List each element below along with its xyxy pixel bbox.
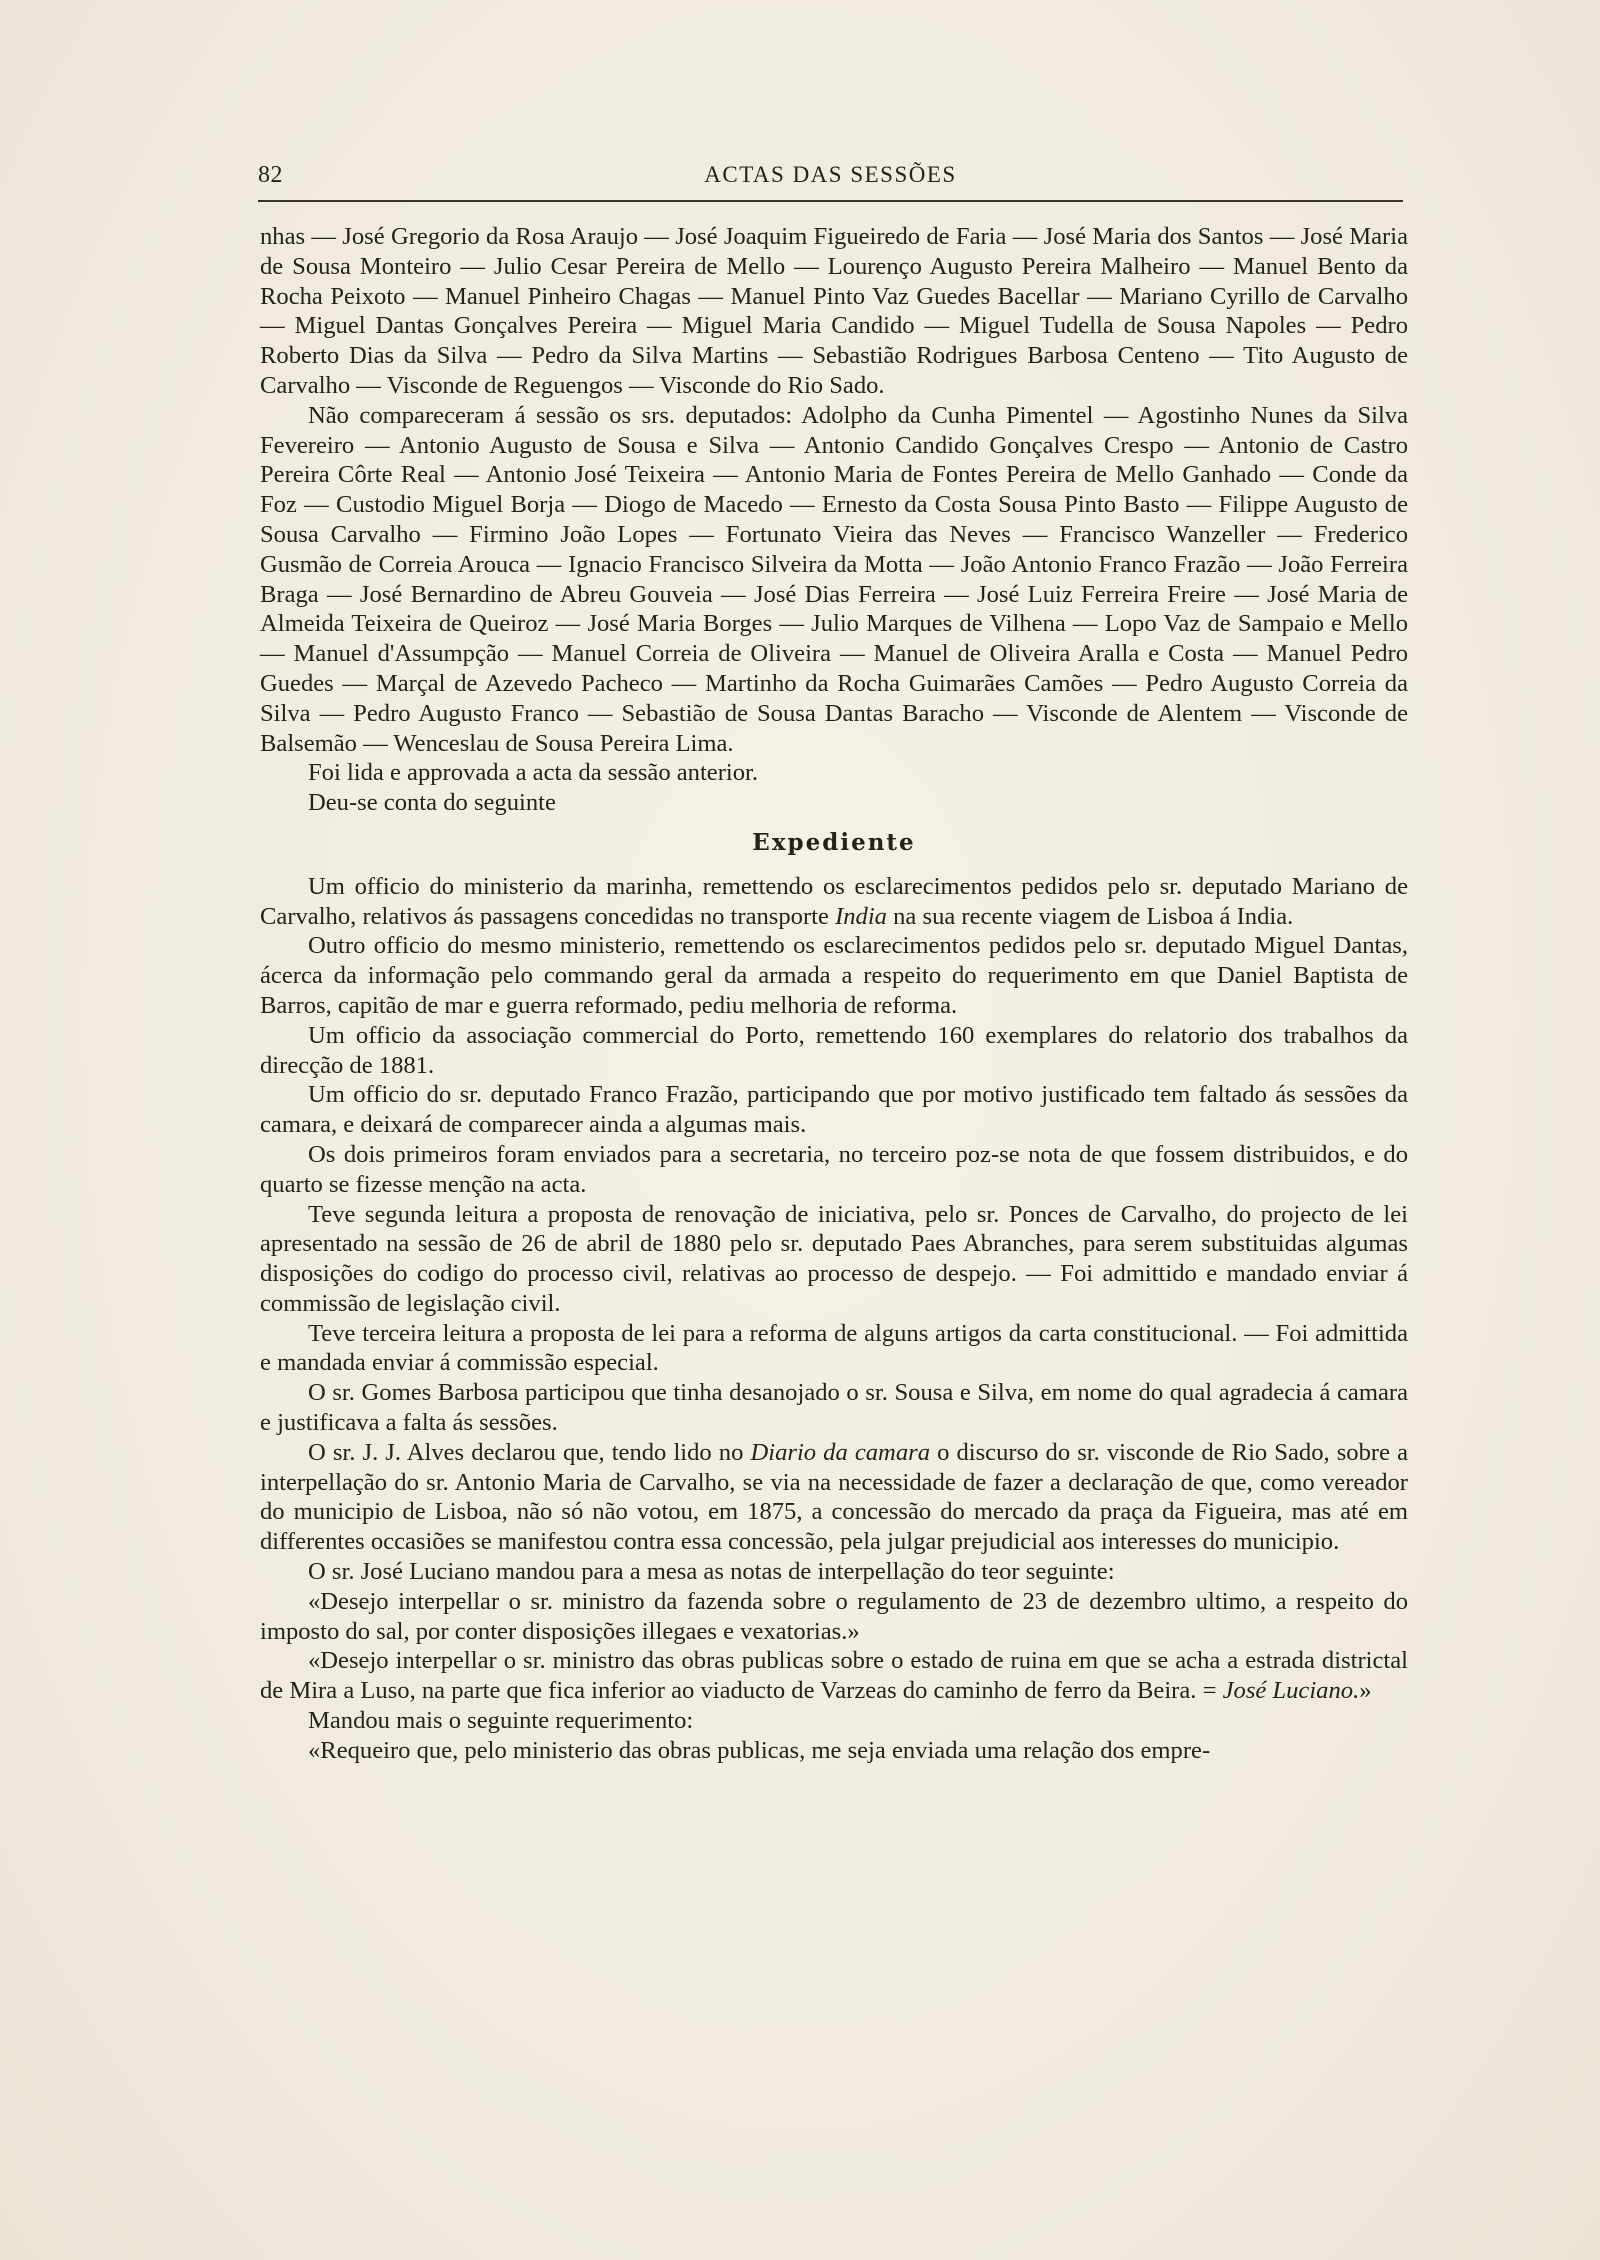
- paragraph-officio-marinha: Um officio do ministerio da marinha, remettendo os esclarecimentos pedidos pelo sr. deputado Mariano de Carvalho, relativos ás passagens concedidas no transporte India na sua recente viagem de Lisboa á India.: [260, 872, 1408, 930]
- attendance-list-continued: nhas — José Gregorio da Rosa Araujo — José Joaquim Figueiredo de Faria — José Maria dos Santos — José Maria de Sousa Monteiro — Julio Cesar Pereira de Mello — Lourenço Augusto Pereira Malheiro — Manuel Bento da Rocha Peixoto — Manuel Pinheiro Chagas — Manuel Pinto Vaz Guedes Bacellar — Mariano Cyrillo de Carvalho — Miguel Dantas Gonçalves Pereira — Miguel Maria Candido — Miguel Tudella de Sousa Napoles — Pedro Roberto Dias da Silva — Pedro da Silva Martins — Sebastião Rodrigues Barbosa Centeno — Tito Augusto de Carvalho — Visconde de Reguengos — Visconde do Rio Sado.: [260, 223, 1408, 399]
- section-title-expediente: Expediente: [752, 828, 916, 856]
- paragraph-jj-alves: O sr. J. J. Alves declarou que, tendo lido no Diario da camara o discurso do sr. visconde de Rio Sado, sobre a interpellação do sr. Antonio Maria de Carvalho, se via na necessidade de fazer a declaração de que, como vereador do municipio de Lisboa, não só não votou, em 1875, a concessão do mercado da praça da Figueira, mas até em differentes occasiões se manifestou contra essa concessão, pela julgar prejudicial aos interesses do municipio.: [260, 1438, 1409, 1556]
- page-number: 82: [258, 162, 283, 188]
- paragraph-segunda-leitura: Teve segunda leitura a proposta de renovação de iniciativa, pelo sr. Ponces de Carvalho, do projecto de lei apresentado na sessão de 26 de abril de 1880 pelo sr. deputado Paes Abranches, para serem substituidas algumas disposições do codigo do processo civil, relativas ao processo de despejo. — Foi admittido e mandado enviar á commissão de legislação civil.: [260, 1200, 1408, 1317]
- paragraph-associacao-commercial: Um officio da associação commercial do Porto, remettendo 160 exemplares do relatorio dos trabalhos da direcção de 1881.: [260, 1021, 1408, 1079]
- running-title: ACTAS DAS SESSÕES: [704, 162, 957, 187]
- paragraph-interpellacao-obras: «Desejo interpellar o sr. ministro das obras publicas sobre o estado de ruina em que se acha a estrada districtal de Mira a Luso, na parte que fica inferior ao viaducto de Varzeas do caminho de ferro da Beira. = José Luciano.»: [260, 1647, 1408, 1705]
- page-header: [258, 162, 1403, 198]
- paragraph-outro-officio: Outro officio do mesmo ministerio, remettendo os esclarecimentos pedidos pelo sr. deputado Miguel Dantas, ácerca da informação pelo commando geral da armada a respeito do requerimento em que Daniel Baptista de Barros, capitão de mar e guerra reformado, pediu melhoria de reforma.: [260, 932, 1408, 1019]
- paragraph-gomes-barbosa: O sr. Gomes Barbosa participou que tinha desanojado o sr. Sousa e Silva, em nome do qual agradecia á camara e justificava a falta ás sessões.: [260, 1379, 1408, 1437]
- absentees-paragraph: Não compareceram á sessão os srs. deputados: Adolpho da Cunha Pimentel — Agostinho Nunes da Silva Fevereiro — Antonio Augusto de Sousa e Silva — Antonio Candido Gonçalves Crespo — Antonio de Castro Pereira Côrte Real — Antonio José Teixeira — Antonio Maria de Fontes Pereira de Mello Ganhado — Conde da Foz — Custodio Miguel Borja — Diogo de Macedo — Ernesto da Costa Sousa Pinto Basto — Filippe Augusto de Sousa Carvalho — Firmino João Lopes — Fortunato Vieira das Neves — Francisco Wanzeller — Frederico Gusmão de Correia Arouca — Ignacio Francisco Silveira da Motta — João Antonio Franco Frazão — João Ferreira Braga — José Bernardino de Abreu Gouveia — José Dias Ferreira — José Luiz Ferreira Freire — José Maria de Almeida Teixeira de Queiroz — José Maria Borges — Julio Marques de Vilhena — Lopo Vaz de Sampaio e Mello — Manuel d'Assumpção — Manuel Correia de Oliveira — Manuel de Oliveira Aralla e Costa — Manuel Pedro Guedes — Marçal de Azevedo Pacheco — Martinho da Rocha Guimarães Camões — Pedro Augusto Correia da Silva — Pedro Augusto Franco — Sebastião de Sousa Dantas Baracho — Visconde de Alentem — Visconde de Balsemão — Wenceslau de Sousa Pereira Lima.: [260, 401, 1408, 757]
- document-body: [260, 222, 1408, 1766]
- paragraph-terceira-leitura: Teve terceira leitura a proposta de lei para a reforma de alguns artigos da carta constitucional. — Foi admittida e mandada enviar á commissão especial.: [260, 1319, 1408, 1377]
- header-rule: [258, 200, 1403, 202]
- minutes-approved-paragraph: Foi lida e approvada a acta da sessão anterior.: [308, 759, 759, 787]
- paragraph-jose-luciano: O sr. José Luciano mandou para a mesa as notas de interpellação do teor seguinte:: [308, 1558, 1115, 1586]
- paragraph-destinos: Os dois primeiros foram enviados para a secretaria, no terceiro poz-se nota de que fossem distribuidos, e do quarto se fizesse menção na acta.: [260, 1140, 1408, 1198]
- paragraph-interpellacao-fazenda: «Desejo interpellar o sr. ministro da fazenda sobre o regulamento de 23 de dezembro ultimo, a respeito do imposto do sal, por conter disposições illegaes e vexatorias.»: [260, 1587, 1408, 1645]
- paragraph-requerimento: «Requeiro que, pelo ministerio das obras publicas, me seja enviada uma relação dos empre-: [308, 1736, 1211, 1764]
- paragraph-requerimento-intro: Mandou mais o seguinte requerimento:: [308, 1707, 694, 1735]
- paragraph-franco-frazao: Um officio do sr. deputado Franco Frazão, participando que por motivo justificado tem faltado ás sessões da camara, e deixará de comparecer ainda a algumas mais.: [260, 1081, 1408, 1139]
- correspondence-intro-paragraph: Deu-se conta do seguinte: [308, 789, 556, 817]
